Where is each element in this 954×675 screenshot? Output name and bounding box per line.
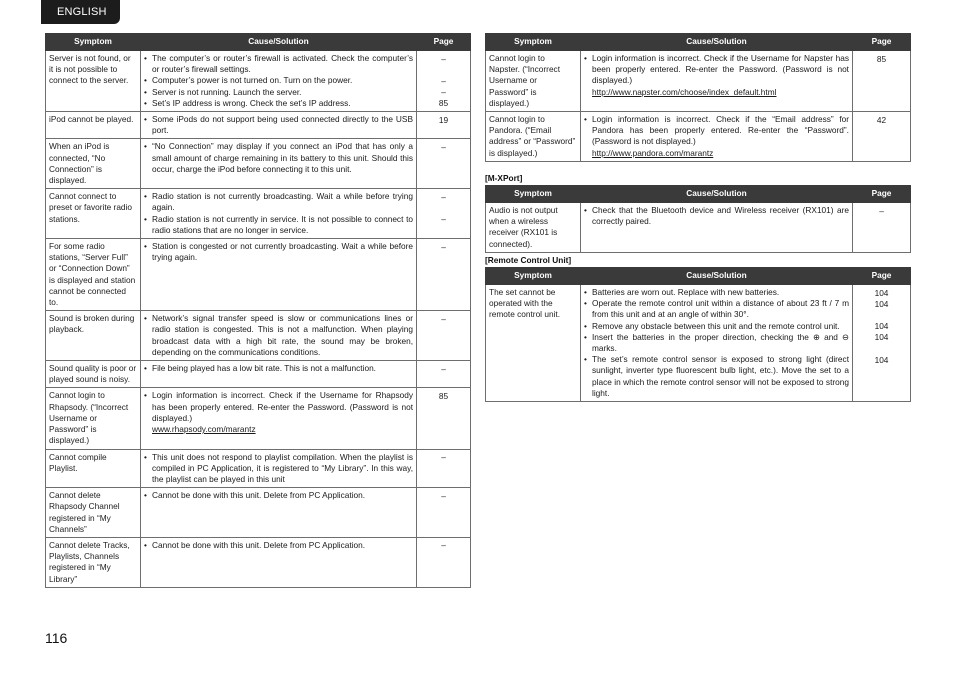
bullet-icon: • [584,354,587,365]
web-link[interactable]: http://www.napster.com/choose/index_default.html [592,86,777,97]
table-row [46,488,471,538]
page-reference: 104 [874,321,889,332]
page-reference: – [441,313,446,324]
page-reference: 85 [438,98,449,109]
column-header-page: Page [417,34,471,51]
web-link[interactable]: http://www.pandora.com/marantz [592,147,714,158]
symptom-cell: Cannot compile Playlist. [46,449,141,488]
cause-bullet [144,241,413,263]
cause-solution-cell [581,203,853,253]
cause-solution-cell [141,239,417,311]
cause-bullet [144,313,413,358]
page-cell [853,285,911,402]
bullet-icon: • [144,241,147,252]
bullet-icon: • [144,75,147,86]
bullet-icon: • [144,313,147,324]
page-cell [417,139,471,189]
bullet-icon: • [144,141,147,152]
page-reference: – [879,205,884,216]
cause-bullet [144,214,413,236]
cause-text: Login information is incorrect. Check if the Username for Rhapsody has been properly entered. Re-enter the Password. (Password is not displayed.) [152,390,413,423]
cause-text: Some iPods do not support being used connected directly to the USB port. [152,114,413,136]
table-row [46,449,471,488]
troubleshooting-table-right [485,33,911,162]
cause-text: Set’s IP address is wrong. Check the set’s IP address. [152,97,351,108]
page-reference: – [441,141,446,152]
cause-text: Radio station is not currently in service. It is not possible to connect to radio stations that are no longer in service. [152,213,413,235]
cause-text: Station is congested or not currently broadcasting. Wait a while before trying again. [152,241,413,263]
column-header-cause: Cause/Solution [581,268,853,285]
cause-solution-cell [581,285,853,402]
cause-text: Batteries are worn out. Replace with new batteries. [592,287,780,297]
cause-solution-cell [141,537,417,587]
cause-solution-cell [141,449,417,488]
page-cell [417,449,471,488]
bullet-icon: • [144,363,147,374]
symptom-cell: Sound quality is poor or played sound is noisy. [46,361,141,388]
cause-solution-cell [581,51,853,112]
cause-bullet [144,490,413,501]
cause-solution-cell [141,189,417,239]
bullet-icon: • [584,114,587,125]
cause-solution-cell [141,361,417,388]
bullet-icon: • [144,390,147,401]
symptom-cell: iPod cannot be played. [46,112,141,139]
bullet-icon: • [144,191,147,202]
cause-bullet [584,287,849,298]
troubleshooting-table-remote [485,267,911,402]
column-header-symptom: Symptom [486,34,581,51]
column-header-symptom: Symptom [486,186,581,203]
cause-text: Remove any obstacle between this unit and the remote control unit. [592,320,840,331]
page-reference: – [441,191,446,202]
cause-bullet [144,114,413,136]
page-reference: – [441,490,446,501]
cause-solution-cell [141,139,417,189]
bullet-icon: • [144,86,147,97]
bullet-icon: • [144,539,147,550]
page-reference: 104 [874,332,889,343]
cause-bullet [584,114,849,148]
column-header-symptom: Symptom [46,34,141,51]
cause-solution-cell [141,112,417,139]
section-title-remote: [Remote Control Unit] [485,255,572,265]
bullet-icon: • [584,287,587,297]
web-link[interactable]: www.rhapsody.com/marantz [152,424,256,435]
language-tab: ENGLISH [41,0,120,24]
page-cell [417,361,471,388]
cause-bullet [584,298,849,320]
page-cell [417,537,471,587]
column-header-page: Page [853,268,911,285]
page-reference: 104 [874,354,889,365]
page-cell [853,112,911,162]
bullet-icon: • [144,490,147,501]
column-header-cause: Cause/Solution [581,186,853,203]
column-header-cause: Cause/Solution [141,34,417,51]
cause-text: This unit does not respond to playlist compilation. When the playlist is compiled in PC Application, it is registered to “My Library”. In this way, the playlist can be played in this unit [152,451,413,484]
page-reference: – [441,241,446,252]
bullet-icon: • [584,53,587,63]
cause-bullet [144,87,413,98]
page-cell [853,203,911,253]
cause-text: “No Connection” may display if you connect an iPod that has only a small amount of charge remaining in its battery to this unit. Should this occur, charge the iPod before connecting it to this unit. [152,141,413,174]
cause-text: File being played has a low bit rate. This is not a malfunction. [152,363,376,374]
cause-bullet [144,53,413,75]
page-reference: – [441,540,446,551]
page-cell [417,239,471,311]
page-cell [417,189,471,239]
table-row [486,203,911,253]
column-header-page: Page [853,186,911,203]
table-row [46,361,471,388]
page-number: 116 [45,630,68,646]
bullet-icon: • [144,114,147,125]
table-row [46,388,471,449]
symptom-cell: The set cannot be operated with the remote control unit. [486,285,581,402]
cause-bullet [584,354,849,399]
bullet-icon: • [584,320,587,331]
symptom-cell: Sound is broken during playback. [46,311,141,361]
symptom-cell: Audio is not output when a wireless receiver (RX101 is connected). [486,203,581,253]
cause-text: Cannot be done with this unit. Delete from PC Application. [152,539,366,550]
page-cell [417,388,471,449]
cause-text: Computer’s power is not turned on. Turn on the power. [152,75,353,86]
page-reference: 19 [438,114,449,125]
table-row [486,51,911,112]
cause-bullet [144,452,413,486]
page-reference: – [441,75,446,86]
cause-bullet [584,332,849,354]
cause-bullet [584,205,849,227]
bullet-icon: • [584,298,587,309]
cause-solution-cell [141,51,417,112]
page-cell [417,311,471,361]
table-row [46,239,471,311]
table-row [46,112,471,139]
cause-bullet [144,141,413,175]
cause-text: Login information is incorrect. Check if the “Email address” for Pandora has been properly entered. Re-enter the “Password”. (Password is not displayed.) [592,114,849,147]
bullet-icon: • [584,205,587,215]
cause-text: The set’s remote control sensor is exposed to strong light (direct sunlight, inverter type fluorescent bulb light, etc.). Move the set to a place in which the remote control sensor will not be exposed to strong light. [592,354,849,398]
symptom-cell: Cannot login to Rhapsody. (“Incorrect Username or Password” is displayed.) [46,388,141,449]
page-reference: – [441,452,446,462]
cause-solution-cell [141,311,417,361]
symptom-cell: Cannot delete Rhapsody Channel registered in “My Channels” [46,488,141,538]
cause-text: Login information is incorrect. Check if the Username for Napster has been properly entered. Re-enter the Password. (Password is not displayed.) [592,53,849,86]
cause-bullet [584,321,849,332]
cause-bullet [144,98,413,109]
cause-text: Network’s signal transfer speed is slow or communications lines or radio station is congested. This is not a malfunction. When playing broadcast data with a high bit rate, the sound may be broken, depending on the communications conditions. [152,313,413,357]
symptom-cell: Server is not found, or it is not possible to connect to the server. [46,51,141,112]
page-reference: 85 [438,390,449,401]
symptom-cell: Cannot delete Tracks, Playlists, Channels registered in “My Library” [46,537,141,587]
cause-solution-cell [141,488,417,538]
page-cell [853,51,911,112]
cause-text: Radio station is not currently broadcasting. Wait a while before trying again. [152,191,413,213]
page-reference: 85 [876,53,887,64]
troubleshooting-table-left [45,33,471,588]
column-header-cause: Cause/Solution [581,34,853,51]
cause-bullet [584,53,849,87]
symptom-cell: For some radio stations, “Server Full” or “Connection Down” is displayed and station cannot be connected to. [46,239,141,311]
page-reference: – [441,87,446,98]
page-reference: 104 [874,298,889,309]
column-header-page: Page [853,34,911,51]
cause-text: Operate the remote control unit within a distance of about 23 ft / 7 m from this unit and at an angle of within 30°. [592,298,849,320]
column-header-symptom: Symptom [486,268,581,285]
table-row [46,311,471,361]
bullet-icon: • [584,331,587,342]
bullet-icon: • [144,451,147,462]
page-reference: 104 [874,287,889,298]
cause-text: The computer’s or router’s firewall is activated. Check the computer’s or router’s firewall settings. [152,53,413,75]
cause-solution-cell [141,388,417,449]
cause-solution-cell [581,112,853,162]
symptom-cell: Cannot login to Pandora. (“Email address” or “Password” is displayed.) [486,112,581,162]
cause-text: Cannot be done with this unit. Delete from PC Application. [152,490,366,501]
cause-text: Check that the Bluetooth device and Wireless receiver (RX101) are correctly paired. [592,205,849,227]
symptom-cell: Cannot connect to preset or favorite radio stations. [46,189,141,239]
page-cell [417,51,471,112]
cause-text: Server is not running. Launch the server. [152,86,302,97]
page-reference: – [441,363,446,374]
page-reference: 42 [876,114,887,125]
cause-bullet [144,191,413,213]
page-cell [417,112,471,139]
cause-bullet [144,363,413,374]
cause-text: Insert the batteries in the proper direction, checking the ⊕ and ⊖ marks. [592,331,849,354]
cause-bullet [144,390,413,424]
page-reference: – [441,53,446,64]
page-reference: – [441,214,446,225]
table-row [486,285,911,402]
table-row [46,537,471,587]
symptom-cell: Cannot login to Napster. (“Incorrect Username or Password” is displayed.) [486,51,581,112]
bullet-icon: • [144,97,147,108]
symptom-cell: When an iPod is connected, “No Connection” is displayed. [46,139,141,189]
table-row [46,51,471,112]
table-row [46,139,471,189]
bullet-icon: • [144,213,147,224]
section-title-mxport: [M-XPort] [485,173,523,183]
page-cell [417,488,471,538]
cause-bullet [144,75,413,86]
table-row [486,112,911,162]
troubleshooting-table-mxport [485,185,911,253]
table-row [46,189,471,239]
bullet-icon: • [144,53,147,63]
cause-bullet [144,540,413,551]
